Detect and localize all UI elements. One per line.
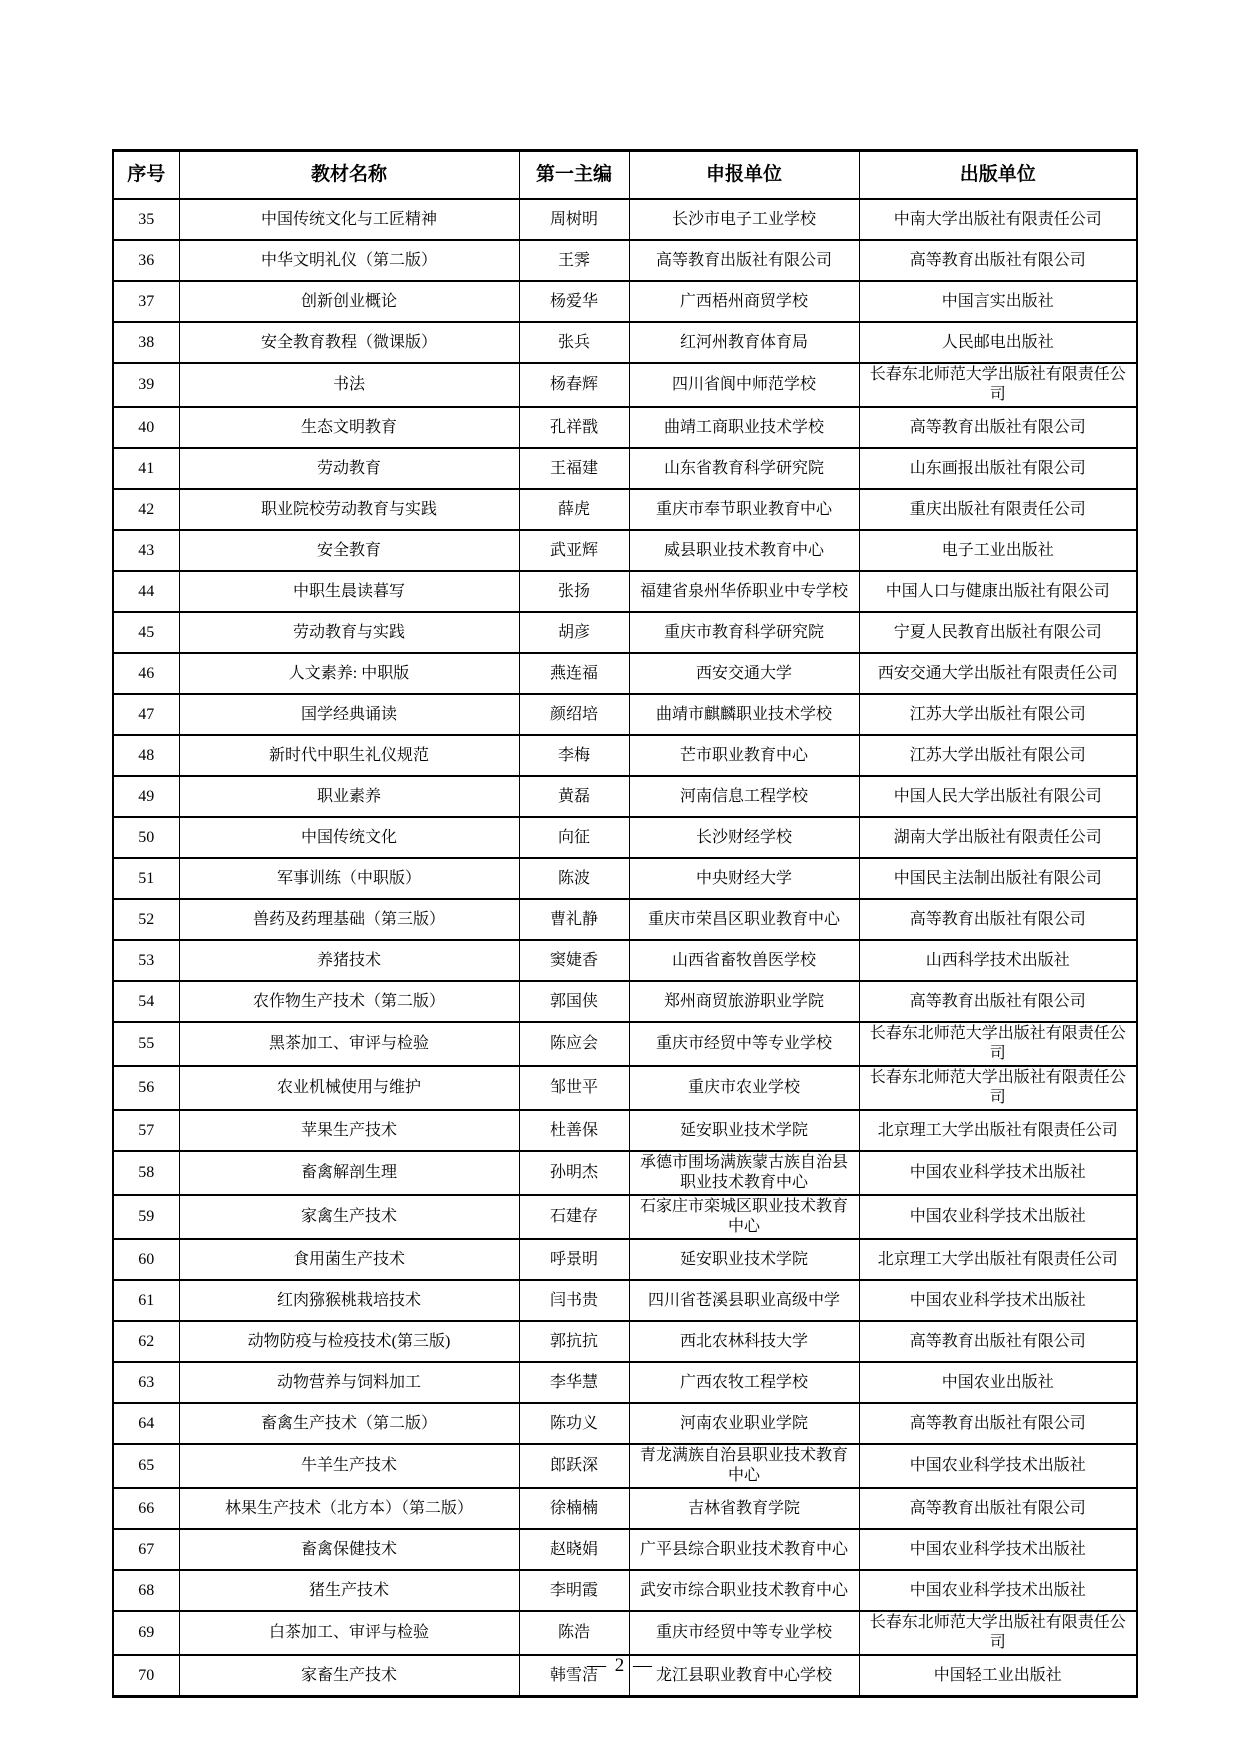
table-row [113, 1110, 1137, 1151]
col-header-publisher: 出版单位 [859, 151, 1137, 200]
applicant-cell: 龙江县职业教育中心学校 [629, 1655, 859, 1697]
publisher-cell: 山西科学技术出版社 [859, 940, 1137, 981]
applicant-cell: 四川省苍溪县职业高级中学 [629, 1280, 859, 1321]
index-cell: 39 [113, 363, 179, 407]
col-header-editor: 第一主编 [519, 151, 629, 200]
editor-cell: 陈波 [519, 858, 629, 899]
index-cell: 70 [113, 1655, 179, 1697]
publisher-cell: 中国农业出版社 [859, 1362, 1137, 1403]
index-cell: 69 [113, 1611, 179, 1655]
editor-cell: 石建存 [519, 1195, 629, 1239]
applicant-cell: 福建省泉州华侨职业中专学校 [629, 571, 859, 612]
editor-cell: 周树明 [519, 199, 629, 240]
publisher-cell: 北京理工大学出版社有限责任公司 [859, 1110, 1137, 1151]
table-row [113, 281, 1137, 322]
title-cell: 中国传统文化 [179, 817, 519, 858]
publisher-cell: 人民邮电出版社 [859, 322, 1137, 363]
publisher-cell: 长春东北师范大学出版社有限责任公司 [859, 1611, 1137, 1655]
index-cell: 66 [113, 1488, 179, 1529]
table-row [113, 1066, 1137, 1110]
index-cell: 37 [113, 281, 179, 322]
publisher-cell: 宁夏人民教育出版社有限公司 [859, 612, 1137, 653]
index-cell: 53 [113, 940, 179, 981]
editor-cell: 陈功义 [519, 1403, 629, 1444]
table-row [113, 981, 1137, 1022]
title-cell: 林果生产技术（北方本）（第二版） [179, 1488, 519, 1529]
index-cell: 51 [113, 858, 179, 899]
table-row [113, 530, 1137, 571]
title-cell: 劳动教育 [179, 448, 519, 489]
index-cell: 49 [113, 776, 179, 817]
index-cell: 67 [113, 1529, 179, 1570]
table-row [113, 199, 1137, 240]
applicant-cell: 石家庄市栾城区职业技术教育中心 [629, 1195, 859, 1239]
publisher-cell: 中南大学出版社有限责任公司 [859, 199, 1137, 240]
table-row [113, 448, 1137, 489]
col-header-index: 序号 [113, 151, 179, 200]
index-cell: 64 [113, 1403, 179, 1444]
editor-cell: 孙明杰 [519, 1151, 629, 1195]
applicant-cell: 四川省阆中师范学校 [629, 363, 859, 407]
applicant-cell: 西安交通大学 [629, 653, 859, 694]
publisher-cell: 长春东北师范大学出版社有限责任公司 [859, 363, 1137, 407]
title-cell: 新时代中职生礼仪规范 [179, 735, 519, 776]
applicant-cell: 青龙满族自治县职业技术教育中心 [629, 1444, 859, 1488]
table-row [113, 1151, 1137, 1195]
table-row [113, 571, 1137, 612]
table-row [113, 1444, 1137, 1488]
applicant-cell: 曲靖工商职业技术学校 [629, 407, 859, 448]
publisher-cell: 中国农业科学技术出版社 [859, 1529, 1137, 1570]
col-header-applicant: 申报单位 [629, 151, 859, 200]
index-cell: 59 [113, 1195, 179, 1239]
applicant-cell: 曲靖市麒麟职业技术学校 [629, 694, 859, 735]
applicant-cell: 承德市围场满族蒙古族自治县职业技术教育中心 [629, 1151, 859, 1195]
table-row [113, 858, 1137, 899]
publisher-cell: 中国农业科学技术出版社 [859, 1195, 1137, 1239]
index-cell: 50 [113, 817, 179, 858]
publisher-cell: 中国农业科学技术出版社 [859, 1570, 1137, 1611]
editor-cell: 黄磊 [519, 776, 629, 817]
title-cell: 食用菌生产技术 [179, 1239, 519, 1280]
editor-cell: 张兵 [519, 322, 629, 363]
publisher-cell: 电子工业出版社 [859, 530, 1137, 571]
editor-cell: 郭抗抗 [519, 1321, 629, 1362]
applicant-cell: 长沙市电子工业学校 [629, 199, 859, 240]
table-row [113, 653, 1137, 694]
editor-cell: 曹礼静 [519, 899, 629, 940]
index-cell: 62 [113, 1321, 179, 1362]
applicant-cell: 重庆市教育科学研究院 [629, 612, 859, 653]
publisher-cell: 中国人口与健康出版社有限公司 [859, 571, 1137, 612]
title-cell: 农业机械使用与维护 [179, 1066, 519, 1110]
table-row [113, 407, 1137, 448]
title-cell: 畜禽解剖生理 [179, 1151, 519, 1195]
applicant-cell: 延安职业技术学院 [629, 1239, 859, 1280]
index-cell: 35 [113, 199, 179, 240]
publisher-cell: 山东画报出版社有限公司 [859, 448, 1137, 489]
title-cell: 动物营养与饲料加工 [179, 1362, 519, 1403]
publisher-cell: 中国人民大学出版社有限公司 [859, 776, 1137, 817]
title-cell: 中华文明礼仪（第二版） [179, 240, 519, 281]
textbook-table [112, 149, 1138, 1698]
editor-cell: 陈浩 [519, 1611, 629, 1655]
index-cell: 61 [113, 1280, 179, 1321]
table-row [113, 1280, 1137, 1321]
editor-cell: 胡彦 [519, 612, 629, 653]
index-cell: 60 [113, 1239, 179, 1280]
title-cell: 安全教育 [179, 530, 519, 571]
title-cell: 生态文明教育 [179, 407, 519, 448]
applicant-cell: 重庆市农业学校 [629, 1066, 859, 1110]
table-row [113, 1362, 1137, 1403]
index-cell: 46 [113, 653, 179, 694]
applicant-cell: 延安职业技术学院 [629, 1110, 859, 1151]
title-cell: 中职生晨读暮写 [179, 571, 519, 612]
applicant-cell: 山西省畜牧兽医学校 [629, 940, 859, 981]
title-cell: 创新创业概论 [179, 281, 519, 322]
table-row [113, 363, 1137, 407]
applicant-cell: 威县职业技术教育中心 [629, 530, 859, 571]
index-cell: 52 [113, 899, 179, 940]
editor-cell: 王福建 [519, 448, 629, 489]
applicant-cell: 西北农林科技大学 [629, 1321, 859, 1362]
publisher-cell: 高等教育出版社有限公司 [859, 1403, 1137, 1444]
title-cell: 畜禽保健技术 [179, 1529, 519, 1570]
applicant-cell: 重庆市经贸中等专业学校 [629, 1022, 859, 1066]
editor-cell: 徐楠楠 [519, 1488, 629, 1529]
editor-cell: 李明霞 [519, 1570, 629, 1611]
applicant-cell: 芒市职业教育中心 [629, 735, 859, 776]
applicant-cell: 重庆市奉节职业教育中心 [629, 489, 859, 530]
publisher-cell: 中国农业科学技术出版社 [859, 1444, 1137, 1488]
applicant-cell: 河南农业职业学院 [629, 1403, 859, 1444]
publisher-cell: 高等教育出版社有限公司 [859, 407, 1137, 448]
applicant-cell: 武安市综合职业技术教育中心 [629, 1570, 859, 1611]
publisher-cell: 中国轻工业出版社 [859, 1655, 1137, 1697]
index-cell: 41 [113, 448, 179, 489]
index-cell: 54 [113, 981, 179, 1022]
index-cell: 63 [113, 1362, 179, 1403]
editor-cell: 张扬 [519, 571, 629, 612]
table-body [113, 199, 1137, 1697]
editor-cell: 闫书贵 [519, 1280, 629, 1321]
title-cell: 安全教育教程（微课版） [179, 322, 519, 363]
title-cell: 军事训练（中职版） [179, 858, 519, 899]
title-cell: 农作物生产技术（第二版） [179, 981, 519, 1022]
index-cell: 65 [113, 1444, 179, 1488]
editor-cell: 韩雪洁 [519, 1655, 629, 1697]
index-cell: 36 [113, 240, 179, 281]
applicant-cell: 吉林省教育学院 [629, 1488, 859, 1529]
title-cell: 苹果生产技术 [179, 1110, 519, 1151]
table-row [113, 1403, 1137, 1444]
applicant-cell: 长沙财经学校 [629, 817, 859, 858]
table-row [113, 1195, 1137, 1239]
publisher-cell: 江苏大学出版社有限公司 [859, 735, 1137, 776]
table-row [113, 489, 1137, 530]
index-cell: 48 [113, 735, 179, 776]
publisher-cell: 长春东北师范大学出版社有限责任公司 [859, 1066, 1137, 1110]
table-row [113, 1488, 1137, 1529]
editor-cell: 孔祥戬 [519, 407, 629, 448]
title-cell: 动物防疫与检疫技术(第三版) [179, 1321, 519, 1362]
index-cell: 45 [113, 612, 179, 653]
table-row [113, 1529, 1137, 1570]
applicant-cell: 红河州教育体育局 [629, 322, 859, 363]
index-cell: 40 [113, 407, 179, 448]
editor-cell: 陈应会 [519, 1022, 629, 1066]
applicant-cell: 重庆市荣昌区职业教育中心 [629, 899, 859, 940]
publisher-cell: 高等教育出版社有限公司 [859, 899, 1137, 940]
title-cell: 兽药及药理基础（第三版） [179, 899, 519, 940]
page-number: — 2 — [587, 1655, 654, 1676]
index-cell: 56 [113, 1066, 179, 1110]
editor-cell: 颜绍培 [519, 694, 629, 735]
header-row [113, 151, 1137, 200]
editor-cell: 李华慧 [519, 1362, 629, 1403]
editor-cell: 郎跃深 [519, 1444, 629, 1488]
applicant-cell: 广西农牧工程学校 [629, 1362, 859, 1403]
title-cell: 白茶加工、审评与检验 [179, 1611, 519, 1655]
col-header-title: 教材名称 [179, 151, 519, 200]
editor-cell: 邹世平 [519, 1066, 629, 1110]
title-cell: 红肉猕猴桃栽培技术 [179, 1280, 519, 1321]
table-row [113, 1022, 1137, 1066]
table-row [113, 776, 1137, 817]
publisher-cell: 西安交通大学出版社有限责任公司 [859, 653, 1137, 694]
publisher-cell: 高等教育出版社有限公司 [859, 1488, 1137, 1529]
title-cell: 畜禽生产技术（第二版） [179, 1403, 519, 1444]
applicant-cell: 广西梧州商贸学校 [629, 281, 859, 322]
editor-cell: 郭国侠 [519, 981, 629, 1022]
table-header [113, 151, 1137, 200]
applicant-cell: 山东省教育科学研究院 [629, 448, 859, 489]
table-row [113, 694, 1137, 735]
editor-cell: 燕连福 [519, 653, 629, 694]
index-cell: 55 [113, 1022, 179, 1066]
index-cell: 42 [113, 489, 179, 530]
table-row [113, 940, 1137, 981]
publisher-cell: 高等教育出版社有限公司 [859, 240, 1137, 281]
editor-cell: 杨春辉 [519, 363, 629, 407]
editor-cell: 王霁 [519, 240, 629, 281]
publisher-cell: 北京理工大学出版社有限责任公司 [859, 1239, 1137, 1280]
publisher-cell: 中国农业科学技术出版社 [859, 1151, 1137, 1195]
index-cell: 43 [113, 530, 179, 571]
editor-cell: 向征 [519, 817, 629, 858]
editor-cell: 李梅 [519, 735, 629, 776]
publisher-cell: 中国民主法制出版社有限公司 [859, 858, 1137, 899]
table-row [113, 817, 1137, 858]
applicant-cell: 郑州商贸旅游职业学院 [629, 981, 859, 1022]
applicant-cell: 重庆市经贸中等专业学校 [629, 1611, 859, 1655]
title-cell: 人文素养: 中职版 [179, 653, 519, 694]
title-cell: 书法 [179, 363, 519, 407]
publisher-cell: 长春东北师范大学出版社有限责任公司 [859, 1022, 1137, 1066]
title-cell: 中国传统文化与工匠精神 [179, 199, 519, 240]
publisher-cell: 中国农业科学技术出版社 [859, 1280, 1137, 1321]
publisher-cell: 中国言实出版社 [859, 281, 1137, 322]
editor-cell: 杜善保 [519, 1110, 629, 1151]
editor-cell: 窦婕香 [519, 940, 629, 981]
publisher-cell: 高等教育出版社有限公司 [859, 981, 1137, 1022]
title-cell: 黑茶加工、审评与检验 [179, 1022, 519, 1066]
index-cell: 47 [113, 694, 179, 735]
index-cell: 44 [113, 571, 179, 612]
table-row [113, 1611, 1137, 1655]
index-cell: 57 [113, 1110, 179, 1151]
publisher-cell: 湖南大学出版社有限责任公司 [859, 817, 1137, 858]
applicant-cell: 高等教育出版社有限公司 [629, 240, 859, 281]
index-cell: 38 [113, 322, 179, 363]
publisher-cell: 江苏大学出版社有限公司 [859, 694, 1137, 735]
title-cell: 家畜生产技术 [179, 1655, 519, 1697]
index-cell: 68 [113, 1570, 179, 1611]
table-row [113, 612, 1137, 653]
publisher-cell: 重庆出版社有限责任公司 [859, 489, 1137, 530]
title-cell: 职业院校劳动教育与实践 [179, 489, 519, 530]
publisher-cell: 高等教育出版社有限公司 [859, 1321, 1137, 1362]
title-cell: 牛羊生产技术 [179, 1444, 519, 1488]
title-cell: 国学经典诵读 [179, 694, 519, 735]
table-row [113, 240, 1137, 281]
table-row [113, 1239, 1137, 1280]
title-cell: 养猪技术 [179, 940, 519, 981]
editor-cell: 赵晓娟 [519, 1529, 629, 1570]
applicant-cell: 河南信息工程学校 [629, 776, 859, 817]
table-row [113, 1570, 1137, 1611]
title-cell: 劳动教育与实践 [179, 612, 519, 653]
table-row [113, 1321, 1137, 1362]
applicant-cell: 广平县综合职业技术教育中心 [629, 1529, 859, 1570]
title-cell: 猪生产技术 [179, 1570, 519, 1611]
editor-cell: 薛虎 [519, 489, 629, 530]
editor-cell: 杨爱华 [519, 281, 629, 322]
index-cell: 58 [113, 1151, 179, 1195]
table-row [113, 322, 1137, 363]
table-row [113, 735, 1137, 776]
title-cell: 家禽生产技术 [179, 1195, 519, 1239]
title-cell: 职业素养 [179, 776, 519, 817]
applicant-cell: 中央财经大学 [629, 858, 859, 899]
editor-cell: 武亚辉 [519, 530, 629, 571]
editor-cell: 呼景明 [519, 1239, 629, 1280]
table-row [113, 899, 1137, 940]
